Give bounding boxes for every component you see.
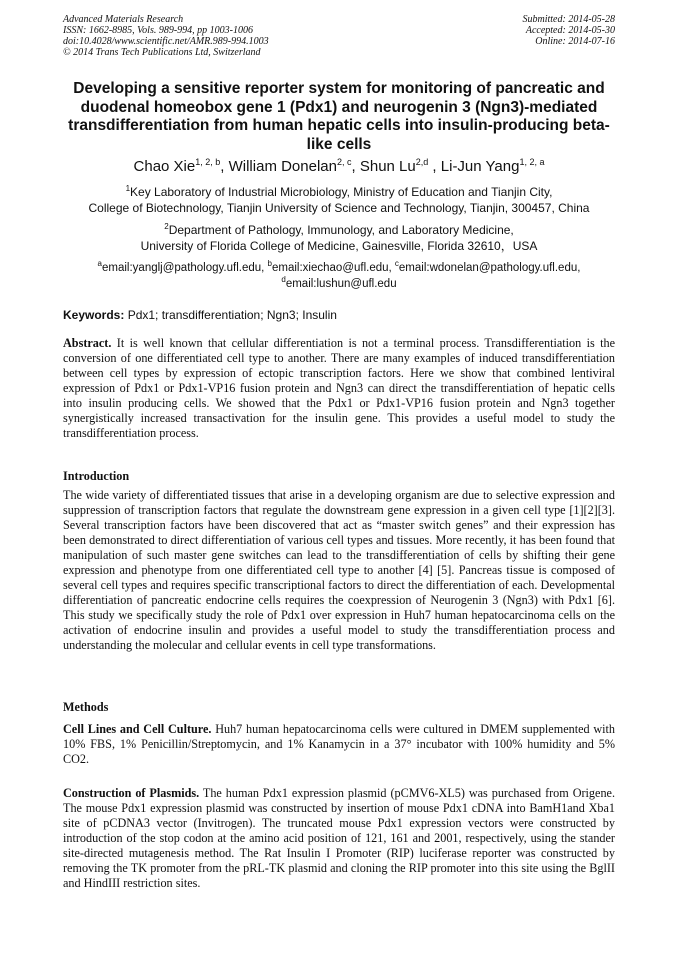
author-affiliation-marker: 2,d: [415, 157, 429, 167]
journal-name: Advanced Materials Research: [63, 14, 184, 25]
affiliation-marker: 1: [125, 184, 131, 193]
affiliation-marker: 2: [164, 222, 169, 231]
author-affiliation-marker: 1, 2, a: [519, 157, 545, 167]
affiliation-line: Key Laboratory of Industrial Microbiology, Ministry of Education and Tianjin City,: [130, 185, 553, 199]
author-name: William Donelan: [228, 158, 337, 175]
author-list: [40, 157, 638, 177]
abstract: [63, 336, 615, 441]
email-list: [40, 260, 638, 292]
author-separator: ,: [351, 158, 360, 175]
keywords-text: Pdx1; transdifferentiation; Ngn3; Insulin: [124, 308, 337, 322]
introduction-text: The wide variety of differentiated tissues that arise in a developing organism are due to selective expression and suppression of transcription factors that regulate the downstream gene expression in a given cell type [1][2][3]. Several transcription factors have been discovered that act as “master switch genes” and their expression has been demonstrated to direct differentiation of various cell types and tissues. More recently, it has been found that manipulation of such master gene switches can lead to the transdifferentiation of cells by shifting their gene expression and phenotype from one differentiated cell type to another [4] [5]. Pancreas tissue is composed of several cell types and requires specific transcriptional factors to direct the differentiation of each. Developmental differentiation of pancreatic endocrine cells requires the coexpression of Neurogenin 3 (Ngn3) with Pdx1 [6]. This study we specifically study the role of Pdx1 over expression in Huh7 human hepatocarcinoma cells on the activation of endocrine insulin and provides a useful model to study the transdifferentiation process and understanding the molecular and cellular events in cell type transformations.: [63, 488, 615, 652]
author-affiliation-marker: 1, 2, b: [195, 157, 221, 167]
author-separator: ,: [428, 158, 441, 175]
plasmid-construction-text: The human Pdx1 expression plasmid (pCMV6-XL5) was purchased from Origene. The mouse Pdx1 expression plasmid was constructed by insertion of mouse Pdx1 cDNA into BamH1and Xba1 site of pCDNA3 vector (Invitrogen). The truncated mouse Pdx1 expression vectors were constructed by introduction of the stop codon at the amino acid position of 121, 161 and 2001, respectively, using the stander site-directed mutagenesis method. The Rat Insulin I Promoter (RIP) luciferase reporter was constructed by removing the TK promoter from the pRL-TK plasmid and cloning the RIP promoter into this site using the BglII and HindIII restriction sites.: [63, 786, 615, 890]
cell-culture-paragraph: [63, 722, 615, 767]
email-a: email:yanglj@pathology.ufl.edu,: [102, 262, 268, 274]
dates-header: [523, 14, 616, 47]
affiliation-line: College of Biotechnology, Tianjin University of Science and Technology, Tianjin, 300457, China: [88, 201, 590, 215]
keywords: [63, 308, 337, 322]
accepted-date: Accepted: 2014-05-30: [525, 25, 615, 36]
paper-title: Developing a sensitive reporter system for monitoring of pancreatic and duodenal homeobox gene 1 (Pdx1) and neurogenin 3 (Ngn3)-mediated transdifferentiation from human hepatic cells into insulin-producing beta-like cells: [68, 80, 610, 153]
methods-heading: Methods: [63, 700, 109, 714]
online-date: Online: 2014-07-16: [535, 36, 615, 47]
email-b: email:xiechao@ufl.edu,: [272, 262, 395, 274]
email-marker: c: [394, 259, 399, 268]
keywords-label: Keywords:: [63, 308, 125, 322]
abstract-text: It is well known that cellular differentiation is not a terminal process. Transdifferentiation is the conversion of one differentiated cell type to another. There are many examples of induced transdifferentiation between cell types by expression of ectopic transcription factors. Here we show that combined lentiviral expression of Pdx1 or Pdx1-VP16 fusion protein and Ngn3 can direct the transdifferentiation of hepatic cells into insulin producing cells. We showed that the Pdx1 or Pdx1-VP16 fusion protein and Ngn3 together synergistically increased transactivation for the insulin gene. This provides a useful model to study the transdifferentiation process.: [63, 336, 615, 440]
author-separator: ,: [220, 158, 229, 175]
email-d: email:lushun@ufl.edu: [285, 278, 397, 290]
plasmid-construction-label: Construction of Plasmids.: [63, 786, 200, 800]
affiliation-1: [40, 184, 638, 216]
author-affiliation-marker: 2, c: [336, 157, 352, 167]
abstract-label: Abstract.: [63, 336, 112, 350]
cell-culture-text: Huh7 human hepatocarcinoma cells were cultured in DMEM supplemented with 10% FBS, 1% Penicillin/Streptomycin, and 1% Kanamycin in a 37° incubator with 100% humidity and 5% CO2.: [63, 722, 615, 766]
email-marker: b: [267, 259, 272, 268]
author-name: Li-Jun Yang: [440, 158, 520, 175]
affiliation-line: University of Florida College of Medicine, Gainesville, Florida 32610，USA: [140, 239, 538, 253]
email-marker: a: [97, 259, 102, 268]
affiliation-2: [40, 222, 638, 254]
journal-header: [63, 14, 269, 58]
introduction-heading: Introduction: [63, 469, 130, 483]
cell-culture-label: Cell Lines and Cell Culture.: [63, 722, 212, 736]
email-c: email:wdonelan@pathology.ufl.edu,: [398, 262, 581, 274]
submitted-date: Submitted: 2014-05-28: [522, 14, 615, 25]
affiliation-line: Department of Pathology, Immunology, and Laboratory Medicine,: [168, 223, 514, 237]
journal-issn: ISSN: 1662-8985, Vols. 989-994, pp 1003-1006: [63, 25, 253, 36]
journal-doi: doi:10.4028/www.scientific.net/AMR.989-994.1003: [63, 36, 269, 47]
email-marker: d: [281, 275, 286, 284]
journal-copyright: © 2014 Trans Tech Publications Ltd, Switzerland: [63, 47, 261, 58]
plasmid-construction-paragraph: [63, 786, 615, 891]
author-name: Shun Lu: [359, 158, 416, 175]
author-name: Chao Xie: [133, 158, 196, 175]
